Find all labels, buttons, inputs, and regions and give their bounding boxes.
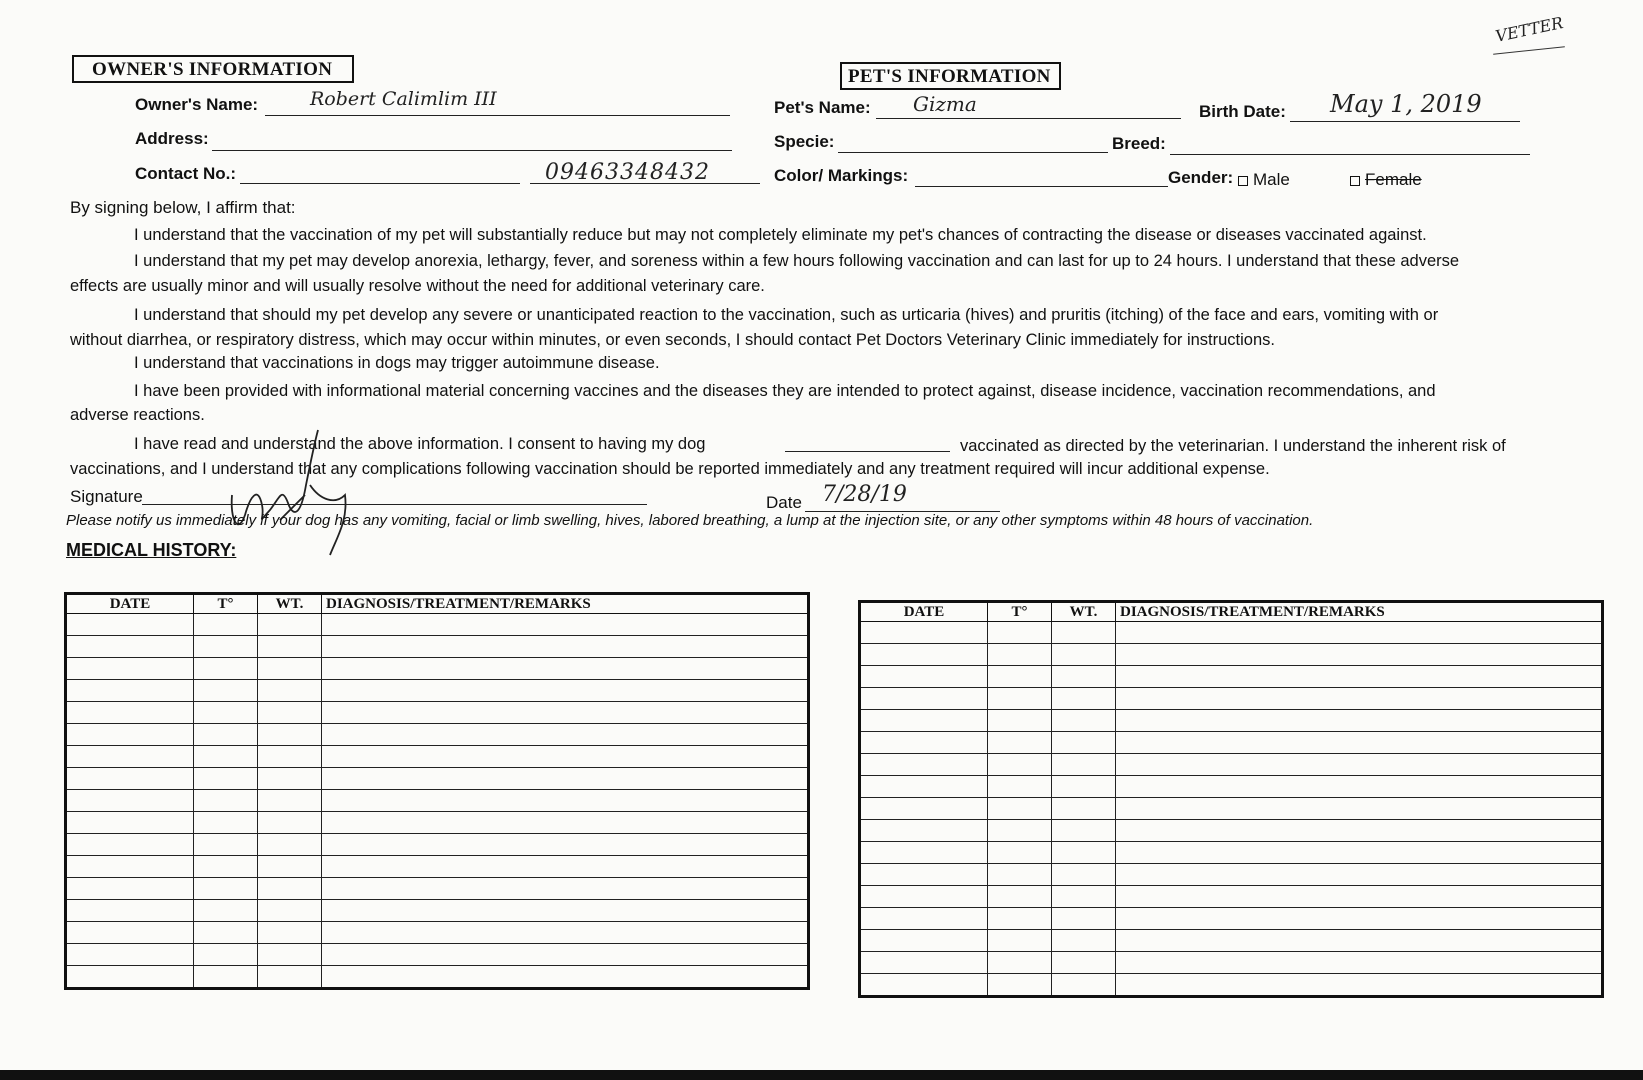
weight-cell[interactable]: [258, 878, 322, 900]
weight-cell[interactable]: [258, 834, 322, 856]
temp-cell[interactable]: [194, 636, 258, 658]
temp-cell[interactable]: [194, 834, 258, 856]
col-diagnosis: DIAGNOSIS/TREATMENT/REMARKS: [1116, 602, 1603, 622]
table-row: [66, 746, 809, 768]
remarks-cell[interactable]: [1116, 754, 1603, 776]
remarks-cell[interactable]: [322, 790, 809, 812]
table-row: [860, 666, 1603, 688]
weight-cell[interactable]: [258, 922, 322, 944]
temp-cell[interactable]: [988, 710, 1052, 732]
date-cell[interactable]: [66, 922, 194, 944]
consent-p1: I understand that the vaccination of my pet will substantially reduce but may not completely eliminate my pet's chances of contracting the disease or diseases vaccinated against.: [134, 226, 1427, 244]
temp-cell[interactable]: [988, 798, 1052, 820]
weight-cell[interactable]: [1052, 732, 1116, 754]
temp-cell[interactable]: [988, 754, 1052, 776]
breed-label: Breed:: [1112, 134, 1166, 153]
table-row: [66, 680, 809, 702]
remarks-cell[interactable]: [1116, 776, 1603, 798]
table-row: [66, 878, 809, 900]
temp-cell[interactable]: [194, 702, 258, 724]
contact-line: [240, 183, 520, 184]
table-row: [66, 702, 809, 724]
birth-date-line: [1290, 121, 1520, 122]
corner-note: VETTER: [1493, 13, 1565, 46]
date-cell[interactable]: [66, 944, 194, 966]
date-cell[interactable]: [860, 666, 988, 688]
consent-p2a: I understand that my pet may develop anorexia, lethargy, fever, and soreness within a few hours following vaccination and can last for up to 24 hours. I understand that these adverse: [134, 252, 1460, 270]
consent-p2b: effects are usually minor and will usually resolve without the need for additional veterinary care.: [70, 277, 765, 295]
medical-history-title: MEDICAL HISTORY:: [66, 540, 237, 560]
male-label: Male: [1253, 170, 1290, 189]
weight-cell[interactable]: [258, 636, 322, 658]
table-row: [860, 930, 1603, 952]
table-row: [860, 974, 1603, 997]
owner-name-label: Owner's Name:: [135, 95, 259, 114]
weight-cell[interactable]: [258, 966, 322, 989]
remarks-cell[interactable]: [1116, 644, 1603, 666]
remarks-cell[interactable]: [1116, 710, 1603, 732]
remarks-cell[interactable]: [1116, 820, 1603, 842]
table-row: [66, 834, 809, 856]
remarks-cell[interactable]: [1116, 798, 1603, 820]
contact-label: Contact No.:: [135, 164, 237, 183]
date-cell[interactable]: [860, 622, 988, 644]
remarks-cell[interactable]: [322, 856, 809, 878]
owner-name-value: Robert Calimlim III: [310, 88, 497, 110]
temp-cell[interactable]: [988, 886, 1052, 908]
temp-cell[interactable]: [194, 856, 258, 878]
remarks-cell[interactable]: [322, 922, 809, 944]
temp-cell[interactable]: [988, 908, 1052, 930]
weight-cell[interactable]: [258, 724, 322, 746]
female-label: Female: [1365, 170, 1422, 189]
col-date: DATE: [860, 602, 988, 622]
date-cell[interactable]: [860, 798, 988, 820]
remarks-cell[interactable]: [322, 658, 809, 680]
remarks-cell[interactable]: [322, 746, 809, 768]
date-cell[interactable]: [66, 658, 194, 680]
date-cell[interactable]: [860, 952, 988, 974]
weight-cell[interactable]: [258, 812, 322, 834]
remarks-cell[interactable]: [1116, 886, 1603, 908]
remarks-cell[interactable]: [1116, 688, 1603, 710]
remarks-cell[interactable]: [322, 812, 809, 834]
weight-cell[interactable]: [1052, 710, 1116, 732]
date-cell[interactable]: [860, 688, 988, 710]
temp-cell[interactable]: [194, 746, 258, 768]
col-weight: WT.: [1052, 602, 1116, 622]
date-cell[interactable]: [860, 864, 988, 886]
col-temp: T°: [194, 594, 258, 614]
date-cell[interactable]: [66, 856, 194, 878]
date-cell[interactable]: [860, 908, 988, 930]
table-row: [860, 886, 1603, 908]
birth-date-label: Birth Date:: [1199, 102, 1286, 121]
consent-p4: I understand that vaccinations in dogs may trigger autoimmune disease.: [134, 354, 660, 372]
date-cell[interactable]: [66, 878, 194, 900]
consent-p3b: without diarrhea, or respiratory distress, which may occur within minutes, or even seconds, I should contact Pet Doctors Veterinary Clinic immediately for instructions.: [70, 331, 1275, 349]
date-cell[interactable]: [66, 834, 194, 856]
weight-cell[interactable]: [258, 944, 322, 966]
address-label: Address:: [135, 129, 209, 148]
temp-cell[interactable]: [194, 966, 258, 989]
female-checkbox[interactable]: [1350, 176, 1360, 186]
pet-name-value: Gizma: [913, 92, 977, 116]
date-cell[interactable]: [860, 776, 988, 798]
temp-cell[interactable]: [194, 614, 258, 636]
male-checkbox[interactable]: [1238, 176, 1248, 186]
owner-name-line: [265, 115, 730, 116]
notice-text: Please notify us immediately if your dog has any vomiting, facial or limb swelling, hives, labored breathing, a lump at the injection site, or any other symptoms within 48 hours of vaccination.: [66, 512, 1314, 529]
gender-label: Gender:: [1168, 168, 1234, 187]
weight-cell[interactable]: [1052, 886, 1116, 908]
weight-cell[interactable]: [1052, 622, 1116, 644]
weight-cell[interactable]: [258, 680, 322, 702]
weight-cell[interactable]: [1052, 666, 1116, 688]
consent-intro: By signing below, I affirm that:: [70, 198, 296, 217]
weight-cell[interactable]: [1052, 644, 1116, 666]
remarks-cell[interactable]: [1116, 952, 1603, 974]
remarks-cell[interactable]: [1116, 974, 1603, 997]
table-row: [66, 614, 809, 636]
medical-history-table-left: [64, 592, 810, 990]
remarks-cell[interactable]: [1116, 622, 1603, 644]
remarks-cell[interactable]: [322, 966, 809, 989]
weight-cell[interactable]: [258, 768, 322, 790]
weight-cell[interactable]: [258, 856, 322, 878]
temp-cell[interactable]: [988, 952, 1052, 974]
col-diagnosis: DIAGNOSIS/TREATMENT/REMARKS: [322, 594, 809, 614]
remarks-cell[interactable]: [322, 702, 809, 724]
col-date: DATE: [66, 594, 194, 614]
date-cell[interactable]: [66, 966, 194, 989]
date-cell[interactable]: [860, 732, 988, 754]
temp-cell[interactable]: [988, 820, 1052, 842]
remarks-cell[interactable]: [1116, 864, 1603, 886]
corner-note-underline: [1493, 46, 1565, 55]
table-row: [860, 622, 1603, 644]
weight-cell[interactable]: [1052, 864, 1116, 886]
weight-cell[interactable]: [1052, 842, 1116, 864]
temp-cell[interactable]: [988, 776, 1052, 798]
contact-value: 09463348432: [545, 160, 710, 185]
col-temp: T°: [988, 602, 1052, 622]
temp-cell[interactable]: [194, 768, 258, 790]
remarks-cell[interactable]: [1116, 908, 1603, 930]
temp-cell[interactable]: [988, 732, 1052, 754]
temp-cell[interactable]: [194, 680, 258, 702]
medical-history-table-right: [858, 600, 1604, 998]
table-row: [66, 658, 809, 680]
table-row: [860, 842, 1603, 864]
remarks-cell[interactable]: [322, 900, 809, 922]
date-label: Date: [766, 493, 802, 512]
temp-cell[interactable]: [988, 930, 1052, 952]
table-row: [860, 864, 1603, 886]
table-row: [860, 952, 1603, 974]
temp-cell[interactable]: [988, 622, 1052, 644]
weight-cell[interactable]: [1052, 754, 1116, 776]
remarks-cell[interactable]: [322, 636, 809, 658]
remarks-cell[interactable]: [322, 944, 809, 966]
specie-line: [838, 152, 1108, 153]
scan-bottom-edge: [0, 1070, 1643, 1080]
remarks-cell[interactable]: [322, 878, 809, 900]
date-cell[interactable]: [860, 754, 988, 776]
pet-info-heading: PET'S INFORMATION: [840, 62, 1061, 90]
date-cell[interactable]: [66, 614, 194, 636]
pet-name-line: [876, 118, 1181, 119]
owner-info-heading: OWNER'S INFORMATION: [72, 55, 354, 83]
weight-cell[interactable]: [258, 746, 322, 768]
temp-cell[interactable]: [194, 658, 258, 680]
table-row: [66, 790, 809, 812]
table-row: [860, 820, 1603, 842]
date-cell[interactable]: [860, 820, 988, 842]
date-cell[interactable]: [66, 702, 194, 724]
date-cell[interactable]: [66, 812, 194, 834]
color-markings-label: Color/ Markings:: [774, 166, 909, 185]
weight-cell[interactable]: [1052, 974, 1116, 997]
temp-cell[interactable]: [988, 688, 1052, 710]
weight-cell[interactable]: [1052, 930, 1116, 952]
remarks-cell[interactable]: [1116, 666, 1603, 688]
table-row: [66, 944, 809, 966]
weight-cell[interactable]: [1052, 688, 1116, 710]
remarks-cell[interactable]: [322, 768, 809, 790]
temp-cell[interactable]: [194, 812, 258, 834]
consent-p6a-part2: vaccinated as directed by the veterinarian. I understand the inherent risk of: [960, 437, 1506, 455]
weight-cell[interactable]: [258, 658, 322, 680]
date-cell[interactable]: [860, 974, 988, 997]
table-row: [860, 908, 1603, 930]
table-row: [66, 900, 809, 922]
date-cell[interactable]: [860, 930, 988, 952]
weight-cell[interactable]: [258, 702, 322, 724]
temp-cell[interactable]: [194, 922, 258, 944]
consent-p5b: adverse reactions.: [70, 406, 205, 424]
table-row: [66, 856, 809, 878]
table-row: [860, 798, 1603, 820]
table-row: [860, 776, 1603, 798]
remarks-cell[interactable]: [322, 724, 809, 746]
weight-cell[interactable]: [258, 790, 322, 812]
temp-cell[interactable]: [194, 878, 258, 900]
gender-male-option[interactable]: [1238, 170, 1290, 190]
consent-p6b: vaccinations, and I understand that any complications following vaccination should be reported immediately and any treatment required will incur additional expense.: [70, 460, 1270, 478]
table-row: [860, 710, 1603, 732]
table-row: [860, 688, 1603, 710]
remarks-cell[interactable]: [1116, 732, 1603, 754]
table-row: [66, 966, 809, 989]
address-line: [212, 150, 732, 151]
temp-cell[interactable]: [194, 790, 258, 812]
date-cell[interactable]: [66, 900, 194, 922]
consent-p5a: I have been provided with informational material concerning vaccines and the diseases they are intended to protect against, disease incidence, vaccination recommendations, and: [134, 382, 1436, 400]
date-cell[interactable]: [66, 768, 194, 790]
gender-female-option[interactable]: [1350, 170, 1422, 190]
weight-cell[interactable]: [1052, 820, 1116, 842]
weight-cell[interactable]: [258, 614, 322, 636]
breed-line: [1170, 154, 1530, 155]
date-cell[interactable]: [860, 842, 988, 864]
birth-date-value: May 1, 2019: [1330, 90, 1482, 118]
weight-cell[interactable]: [258, 900, 322, 922]
color-markings-line: [915, 186, 1168, 187]
temp-cell[interactable]: [194, 900, 258, 922]
table-row: [860, 644, 1603, 666]
table-row: [66, 812, 809, 834]
temp-cell[interactable]: [988, 842, 1052, 864]
date-cell[interactable]: [66, 790, 194, 812]
temp-cell[interactable]: [988, 644, 1052, 666]
remarks-cell[interactable]: [322, 680, 809, 702]
weight-cell[interactable]: [1052, 798, 1116, 820]
weight-cell[interactable]: [1052, 952, 1116, 974]
remarks-cell[interactable]: [1116, 842, 1603, 864]
date-cell[interactable]: [860, 710, 988, 732]
date-cell[interactable]: [860, 886, 988, 908]
temp-cell[interactable]: [194, 724, 258, 746]
table-row: [860, 732, 1603, 754]
pet-name-label: Pet's Name:: [774, 98, 871, 117]
table-row: [66, 724, 809, 746]
weight-cell[interactable]: [1052, 908, 1116, 930]
date-cell[interactable]: [66, 680, 194, 702]
remarks-cell[interactable]: [1116, 930, 1603, 952]
table-row: [66, 768, 809, 790]
date-cell[interactable]: [66, 746, 194, 768]
temp-cell[interactable]: [194, 944, 258, 966]
remarks-cell[interactable]: [322, 834, 809, 856]
consent-p6a-part1: I have read and understand the above information. I consent to having my dog: [134, 435, 706, 453]
signature-label: Signature: [70, 487, 143, 506]
temp-cell[interactable]: [988, 666, 1052, 688]
remarks-cell[interactable]: [322, 614, 809, 636]
col-weight: WT.: [258, 594, 322, 614]
table-row: [860, 754, 1603, 776]
specie-label: Specie:: [774, 132, 835, 151]
dog-name-blank: [785, 451, 950, 452]
date-cell[interactable]: [66, 636, 194, 658]
weight-cell[interactable]: [1052, 776, 1116, 798]
table-row: [66, 636, 809, 658]
signature-date-value: 7/28/19: [822, 482, 907, 507]
date-cell[interactable]: [860, 644, 988, 666]
date-cell[interactable]: [66, 724, 194, 746]
consent-p3a: I understand that should my pet develop any severe or unanticipated reaction to the vaccination, such as urticaria (hives) and pruritis (itching) of the face and ears, vomiting with or: [134, 306, 1439, 324]
temp-cell[interactable]: [988, 974, 1052, 997]
table-row: [66, 922, 809, 944]
temp-cell[interactable]: [988, 864, 1052, 886]
